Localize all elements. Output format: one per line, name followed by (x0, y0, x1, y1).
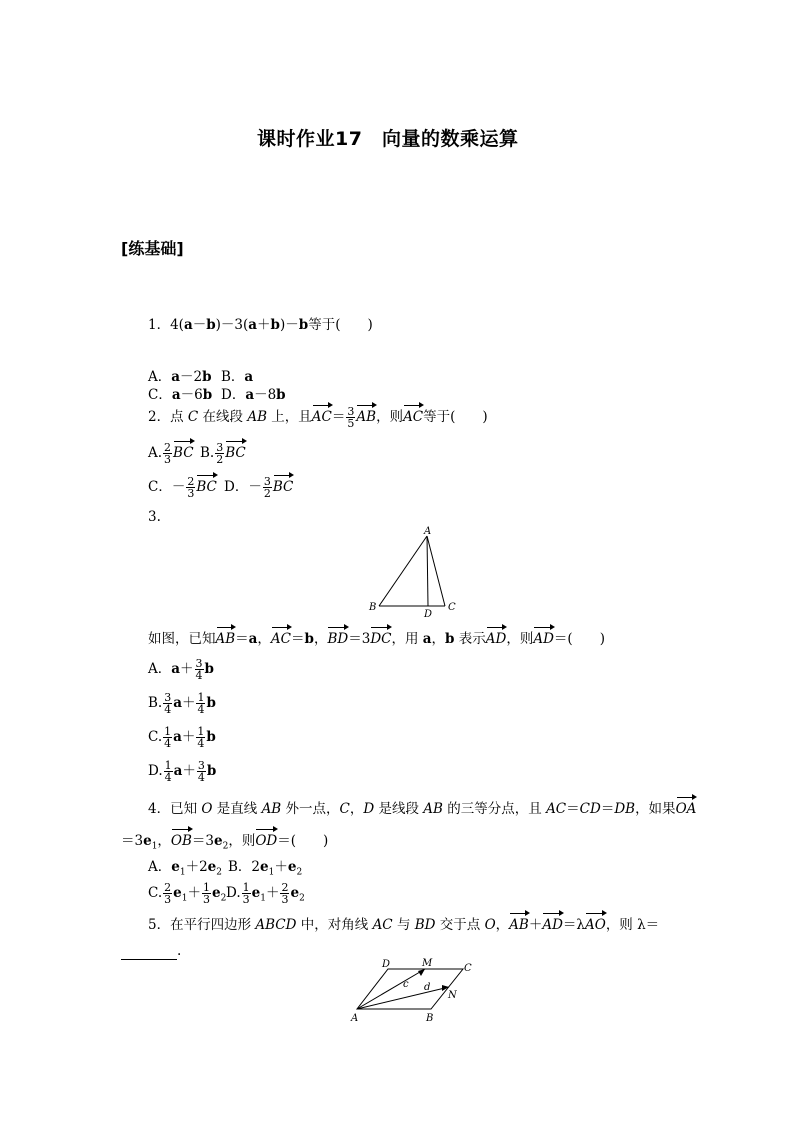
question-3-number: 3. (148, 509, 161, 525)
figure-label-c: C (448, 602, 456, 613)
question-4-stem-line2: $=3e_1$，$OB=3e_2$，则OD＝( ) (121, 833, 329, 852)
figure-label-a: A (351, 1013, 359, 1024)
question-1-option-a: A．a－2b (148, 369, 212, 385)
question-5-parallelogram-figure (346, 956, 476, 1026)
question-2-stem: 2．点 C 在线段 AB 上，且AC＝ $\frac{3}{5}$ AB，则AC等于( ) (148, 405, 488, 430)
figure-label-n: N (448, 990, 457, 1001)
question-4-option-c: C. $\frac{2}{3}$ $e_1+$ $\frac{1}{3}$ $e_2$ (148, 881, 227, 906)
question-3-option-d: D. $\frac{1}{4}$ a＋ $\frac{3}{4}$ b (148, 759, 217, 784)
question-3-option-a: A．a＋ $\frac{3}{4}$ b (148, 657, 214, 682)
figure-label-vector-d: d (424, 982, 431, 993)
question-2-option-c: C．－ $\frac{2}{3}$ BC (148, 475, 217, 500)
question-4-option-d: D. $\frac{1}{3}$ $e_1+$ $\frac{2}{3}$ $e_2$ (226, 881, 305, 906)
question-3-stem: 如图，已知AB＝a，AC＝b，BD＝3DC，用 a，b 表示AD，则AD＝( ) (148, 631, 605, 647)
question-4-stem-line1: 4．已知 O 是直线 AB 外一点，C，D 是线段 AB 的三等分点，且 AC＝CD＝DB，如果OA (148, 801, 697, 817)
section-heading: [练基础] (121, 239, 184, 258)
question-1-stem: 1．4(a－b)－3(a＋b)－b等于( ) (148, 317, 373, 333)
question-2-option-a: A. $\frac{2}{3}$ BC (148, 441, 194, 466)
figure-label-b: B (369, 602, 377, 613)
figure-label-m: M (422, 958, 433, 969)
question-2-option-d: D．－ $\frac{3}{2}$ BC (224, 475, 294, 500)
question-4-option-b: B．$2e_1+e_2$ (228, 859, 303, 878)
question-5-stem-line1: 5．在平行四边形 ABCD 中，对角线 AC 与 BD 交于点 O，AB＋AD＝λAO，则 λ＝ (148, 917, 660, 933)
figure-label-d: D (382, 959, 391, 970)
question-3-triangle-figure (366, 524, 460, 620)
page-title: 课时作业17 向量的数乘运算 (257, 128, 519, 150)
figure-label-a: A (424, 526, 432, 537)
question-5-stem-line2: . (121, 942, 181, 960)
question-1-option-b: B．a (221, 369, 254, 385)
question-1-option-d: D．a－8b (221, 387, 286, 403)
figure-label-vector-c: c (403, 979, 409, 990)
figure-label-b: B (426, 1013, 434, 1024)
question-2-option-b: B. $\frac{3}{2}$ BC (200, 441, 246, 466)
question-3-option-c: C. $\frac{1}{4}$ a＋ $\frac{1}{4}$ b (148, 725, 216, 750)
question-3-option-b: B. $\frac{3}{4}$ a＋ $\frac{1}{4}$ b (148, 691, 216, 716)
figure-label-c: C (464, 963, 472, 974)
answer-blank[interactable] (121, 947, 177, 960)
figure-label-d: D (424, 609, 433, 620)
question-4-option-a: A．$e_1+2e_2$ (148, 859, 222, 878)
question-1-option-c: C．a－6b (148, 387, 213, 403)
